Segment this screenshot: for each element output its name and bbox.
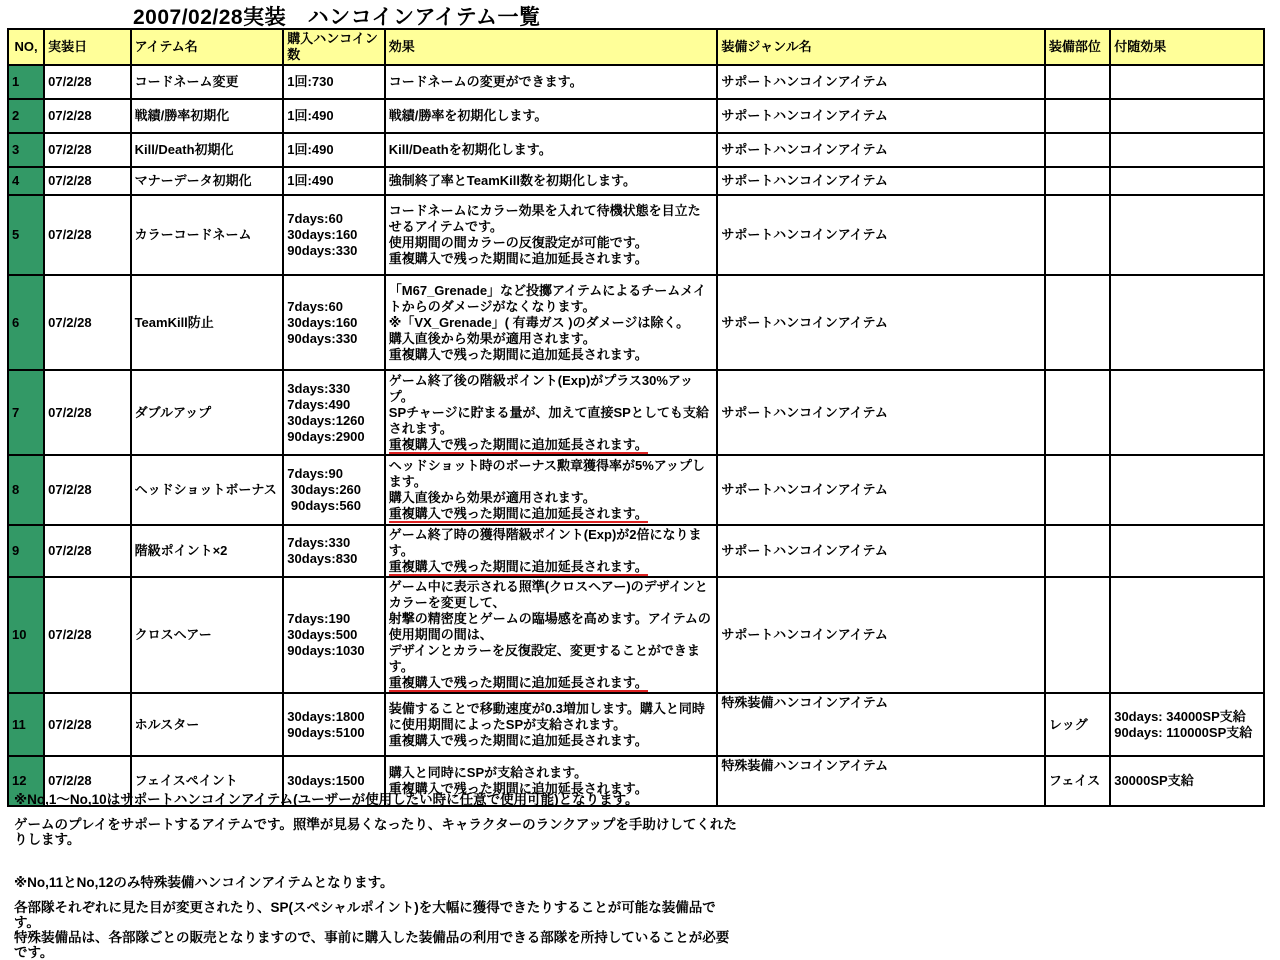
table-row	[8, 65, 1264, 99]
price-cell	[283, 693, 384, 756]
table-row	[8, 195, 1264, 275]
price-line: 3days:330	[287, 380, 351, 396]
header-genre: 装備ジャンル名	[717, 29, 1045, 65]
price-cell	[283, 133, 384, 167]
genre-cell: サポートハンコインアイテム	[717, 275, 1045, 370]
release-date-cell: 07/2/28	[44, 455, 130, 525]
price-line: 30days:830	[287, 551, 358, 566]
extra-effect-cell	[1110, 99, 1264, 133]
row-number-cell: 10	[8, 577, 44, 693]
item-name-cell: TeamKill防止	[131, 275, 284, 370]
price-line: 1回:490	[287, 142, 334, 157]
extra-effect-cell	[1110, 370, 1264, 455]
genre-cell: サポートハンコインアイテム	[717, 370, 1045, 455]
row-number-cell: 5	[8, 195, 44, 275]
genre-cell: サポートハンコインアイテム	[717, 133, 1045, 167]
genre-cell: サポートハンコインアイテム	[717, 455, 1045, 525]
effect-line: デザインとカラーを反復設定、変更することができます。	[388, 643, 700, 674]
header-price: 購入ハンコイン数	[283, 29, 384, 65]
header-effect: 効果	[385, 29, 718, 65]
price-cell	[283, 65, 384, 99]
effect-line: Kill/Deathを初期化します。	[388, 142, 552, 157]
price-line: 30days:260	[287, 482, 362, 497]
table-row	[8, 577, 1264, 693]
price-line: 7days:190	[287, 611, 351, 626]
equip-part-cell	[1045, 275, 1110, 370]
table-row	[8, 370, 1264, 455]
effect-cell	[385, 167, 718, 195]
genre-cell: 特殊装備ハンコインアイテム	[717, 693, 1045, 756]
extra-effect-cell	[1110, 275, 1264, 370]
release-date-cell: 07/2/28	[44, 577, 130, 693]
item-name-cell: ホルスター	[131, 693, 284, 756]
price-line: 1回:490	[287, 173, 334, 188]
item-name-cell: マナーデータ初期化	[131, 167, 284, 195]
extra-effect-line: 30000SP支給	[1114, 773, 1194, 788]
row-number-cell: 2	[8, 99, 44, 133]
equip-part-cell	[1045, 133, 1110, 167]
price-line: 30days:1500	[287, 773, 365, 788]
effect-line: コードネームの変更ができます。	[388, 74, 583, 89]
release-date-cell: 07/2/28	[44, 99, 130, 133]
effect-line: 戦績/勝率を初期化します。	[388, 108, 548, 123]
effect-line: SPチャージに貯まる量が、加えて直接SPとしても支給されます。	[388, 404, 709, 436]
effect-cell	[385, 65, 718, 99]
effect-line: 購入直後から効果が適用されます。	[388, 490, 596, 505]
genre-cell: サポートハンコインアイテム	[717, 525, 1045, 577]
header-date: 実装日	[44, 29, 130, 65]
equip-part-cell	[1045, 195, 1110, 275]
effect-line: 購入と同時にSPが支給されます。	[388, 765, 588, 780]
release-date-cell: 07/2/28	[44, 693, 130, 756]
page-title: 2007/02/28実装 ハンコインアイテム一覧	[133, 6, 541, 29]
price-line: 7days:90	[287, 466, 343, 481]
effect-line: 重複購入で残った期間に追加延長されます。	[388, 559, 648, 574]
effect-line: ※「VX_Grenade」( 有毒ガス )のダメージは除く。	[388, 314, 690, 330]
item-name-cell: コードネーム変更	[131, 65, 284, 99]
effect-cell	[385, 525, 718, 577]
price-line: 90days:1030	[287, 643, 365, 658]
extra-effect-cell	[1110, 525, 1264, 577]
effect-line: 重複購入で残った期間に追加延長されます。	[388, 732, 648, 748]
effect-line: 重複購入で残った期間に追加延長されます。	[388, 251, 648, 266]
effect-line: ゲーム終了後の階級ポイント(Exp)がプラス30%アップ。	[388, 372, 694, 404]
release-date-cell: 07/2/28	[44, 167, 130, 195]
price-line: 30days:1260	[287, 412, 365, 428]
effect-cell	[385, 195, 718, 275]
note-special-1: ※No,11とNo,12のみ特殊装備ハンコインアイテムとなります。	[14, 875, 394, 890]
note-special-3: 特殊装備品は、各部隊ごとの販売となりますので、事前に購入した装備品の利用できる部隊を所持していることが必要です。	[14, 930, 730, 960]
footer-notes	[14, 792, 738, 960]
equip-part-cell	[1045, 455, 1110, 525]
release-date-cell: 07/2/28	[44, 525, 130, 577]
item-name-cell: カラーコードネーム	[131, 195, 284, 275]
equip-part-cell: レッグ	[1045, 693, 1110, 756]
extra-effect-line: 30days: 34000SP支給	[1114, 708, 1246, 724]
item-name-cell: 階級ポイント×2	[131, 525, 284, 577]
release-date-cell: 07/2/28	[44, 756, 130, 806]
effect-cell	[385, 99, 718, 133]
effect-line: 購入直後から効果が適用されます。	[388, 330, 596, 346]
table-row	[8, 133, 1264, 167]
extra-effect-line: 90days: 110000SP支給	[1114, 724, 1253, 740]
price-cell	[283, 577, 384, 693]
equip-part-cell	[1045, 370, 1110, 455]
effect-line: コードネームにカラー効果を入れて待機状態を目立たせるアイテムです。	[388, 203, 701, 234]
header-part: 装備部位	[1045, 29, 1110, 65]
table-header-row	[8, 29, 1264, 65]
price-line: 1回:490	[287, 108, 334, 123]
table-row	[8, 525, 1264, 577]
row-number-cell: 8	[8, 455, 44, 525]
effect-line: 重複購入で残った期間に追加延長されます。	[388, 781, 648, 796]
item-name-cell: 戦績/勝率初期化	[131, 99, 284, 133]
price-line: 7days:490	[287, 396, 351, 412]
price-cell	[283, 275, 384, 370]
note-support-2: ゲームのプレイをサポートするアイテムです。照準が見易くなったり、キャラクターのランクアップを手助けしてくれたりします。	[14, 817, 737, 847]
price-line: 30days:160	[287, 227, 358, 242]
equip-part-cell	[1045, 577, 1110, 693]
price-line: 7days:60	[287, 211, 343, 226]
effect-cell	[385, 275, 718, 370]
effect-cell	[385, 133, 718, 167]
effect-cell	[385, 577, 718, 693]
price-cell	[283, 370, 384, 455]
price-line: 90days:5100	[287, 724, 365, 740]
price-cell	[283, 99, 384, 133]
header-item: アイテム名	[131, 29, 284, 65]
row-number-cell: 3	[8, 133, 44, 167]
extra-effect-cell	[1110, 577, 1264, 693]
note-support-1: ※No,1～No,10はサポートハンコインアイテム(ユーザーが使用したい時に任意で使用可能)となります。	[14, 792, 639, 807]
effect-line: 射撃の精密度とゲームの臨場感を高めます。アイテムの使用期間の間は、	[388, 611, 711, 642]
extra-effect-cell	[1110, 167, 1264, 195]
equip-part-cell	[1045, 99, 1110, 133]
table-row	[8, 275, 1264, 370]
item-name-cell: ダブルアップ	[131, 370, 284, 455]
effect-line: ゲーム中に表示される照準(クロスヘアー)のデザインとカラーを変更して、	[388, 579, 708, 610]
price-line: 30days:1800	[287, 708, 365, 724]
effect-cell	[385, 693, 718, 756]
effect-line: ヘッドショット時のボーナス勲章獲得率が5%アップします。	[388, 458, 705, 489]
row-number-cell: 4	[8, 167, 44, 195]
effect-line: 重複購入で残った期間に追加延長されます。	[388, 506, 648, 521]
price-line: 1回:730	[287, 74, 334, 89]
effect-line: 重複購入で残った期間に追加延長されます。	[388, 346, 648, 362]
row-number-cell: 11	[8, 693, 44, 756]
effect-line: 使用期間の間カラーの反復設定が可能です。	[388, 235, 648, 250]
price-line: 30days:500	[287, 627, 358, 642]
release-date-cell: 07/2/28	[44, 133, 130, 167]
item-name-cell: ヘッドショットボーナス	[131, 455, 284, 525]
genre-cell: サポートハンコインアイテム	[717, 65, 1045, 99]
price-cell	[283, 167, 384, 195]
extra-effect-cell	[1110, 195, 1264, 275]
row-number-cell: 7	[8, 370, 44, 455]
note-special-2: 各部隊それぞれに見た目が変更されたり、SP(スペシャルポイント)を大幅に獲得できたりすることが可能な装備品です。	[14, 900, 716, 930]
genre-cell: 特殊装備ハンコインアイテム	[717, 756, 1045, 806]
price-cell	[283, 195, 384, 275]
equip-part-cell: フェイス	[1045, 756, 1110, 806]
header-extra: 付随効果	[1110, 29, 1264, 65]
genre-cell: サポートハンコインアイテム	[717, 99, 1045, 133]
row-number-cell: 1	[8, 65, 44, 99]
genre-cell: サポートハンコインアイテム	[717, 167, 1045, 195]
row-number-cell: 9	[8, 525, 44, 577]
release-date-cell: 07/2/28	[44, 370, 130, 455]
price-cell	[283, 525, 384, 577]
release-date-cell: 07/2/28	[44, 275, 130, 370]
item-name-cell: Kill/Death初期化	[131, 133, 284, 167]
effect-line: 重複購入で残った期間に追加延長されます。	[388, 436, 648, 452]
equip-part-cell	[1045, 167, 1110, 195]
effect-cell	[385, 455, 718, 525]
effect-line: 重複購入で残った期間に追加延長されます。	[388, 675, 648, 690]
effect-cell	[385, 370, 718, 455]
item-name-cell: フェイスペイント	[131, 756, 284, 806]
extra-effect-cell	[1110, 133, 1264, 167]
price-cell	[283, 455, 384, 525]
row-number-cell: 6	[8, 275, 44, 370]
extra-effect-cell	[1110, 455, 1264, 525]
row-number-cell: 12	[8, 756, 44, 806]
hancoin-item-table	[7, 28, 1265, 807]
price-line: 90days:330	[287, 330, 358, 346]
effect-line: 強制終了率とTeamKill数を初期化します。	[388, 173, 636, 188]
price-line: 30days:160	[287, 314, 358, 330]
price-line: 90days:330	[287, 243, 358, 258]
table-row	[8, 693, 1264, 756]
item-name-cell: クロスヘアー	[131, 577, 284, 693]
price-line: 90days:560	[287, 498, 362, 513]
effect-line: 「M67_Grenade」など投擲アイテムによるチームメイトからのダメージがなくなります。	[388, 282, 706, 314]
release-date-cell: 07/2/28	[44, 195, 130, 275]
equip-part-cell	[1045, 65, 1110, 99]
price-line: 7days:60	[287, 298, 343, 314]
release-date-cell: 07/2/28	[44, 65, 130, 99]
item-table-body	[8, 65, 1264, 806]
extra-effect-cell	[1110, 65, 1264, 99]
price-line: 7days:330	[287, 535, 351, 550]
effect-line: ゲーム終了時の獲得階級ポイント(Exp)が2倍になります。	[388, 527, 702, 558]
price-line: 90days:2900	[287, 428, 365, 444]
effect-line: 装備することで移動速度が0.3増加します。購入と同時に使用期間によったSPが支給されます。	[388, 700, 705, 732]
table-row	[8, 99, 1264, 133]
extra-effect-cell	[1110, 693, 1264, 756]
genre-cell: サポートハンコインアイテム	[717, 195, 1045, 275]
genre-cell: サポートハンコインアイテム	[717, 577, 1045, 693]
equip-part-cell	[1045, 525, 1110, 577]
extra-effect-cell	[1110, 756, 1264, 806]
header-no: NO,	[8, 29, 44, 65]
table-row	[8, 455, 1264, 525]
table-row	[8, 167, 1264, 195]
